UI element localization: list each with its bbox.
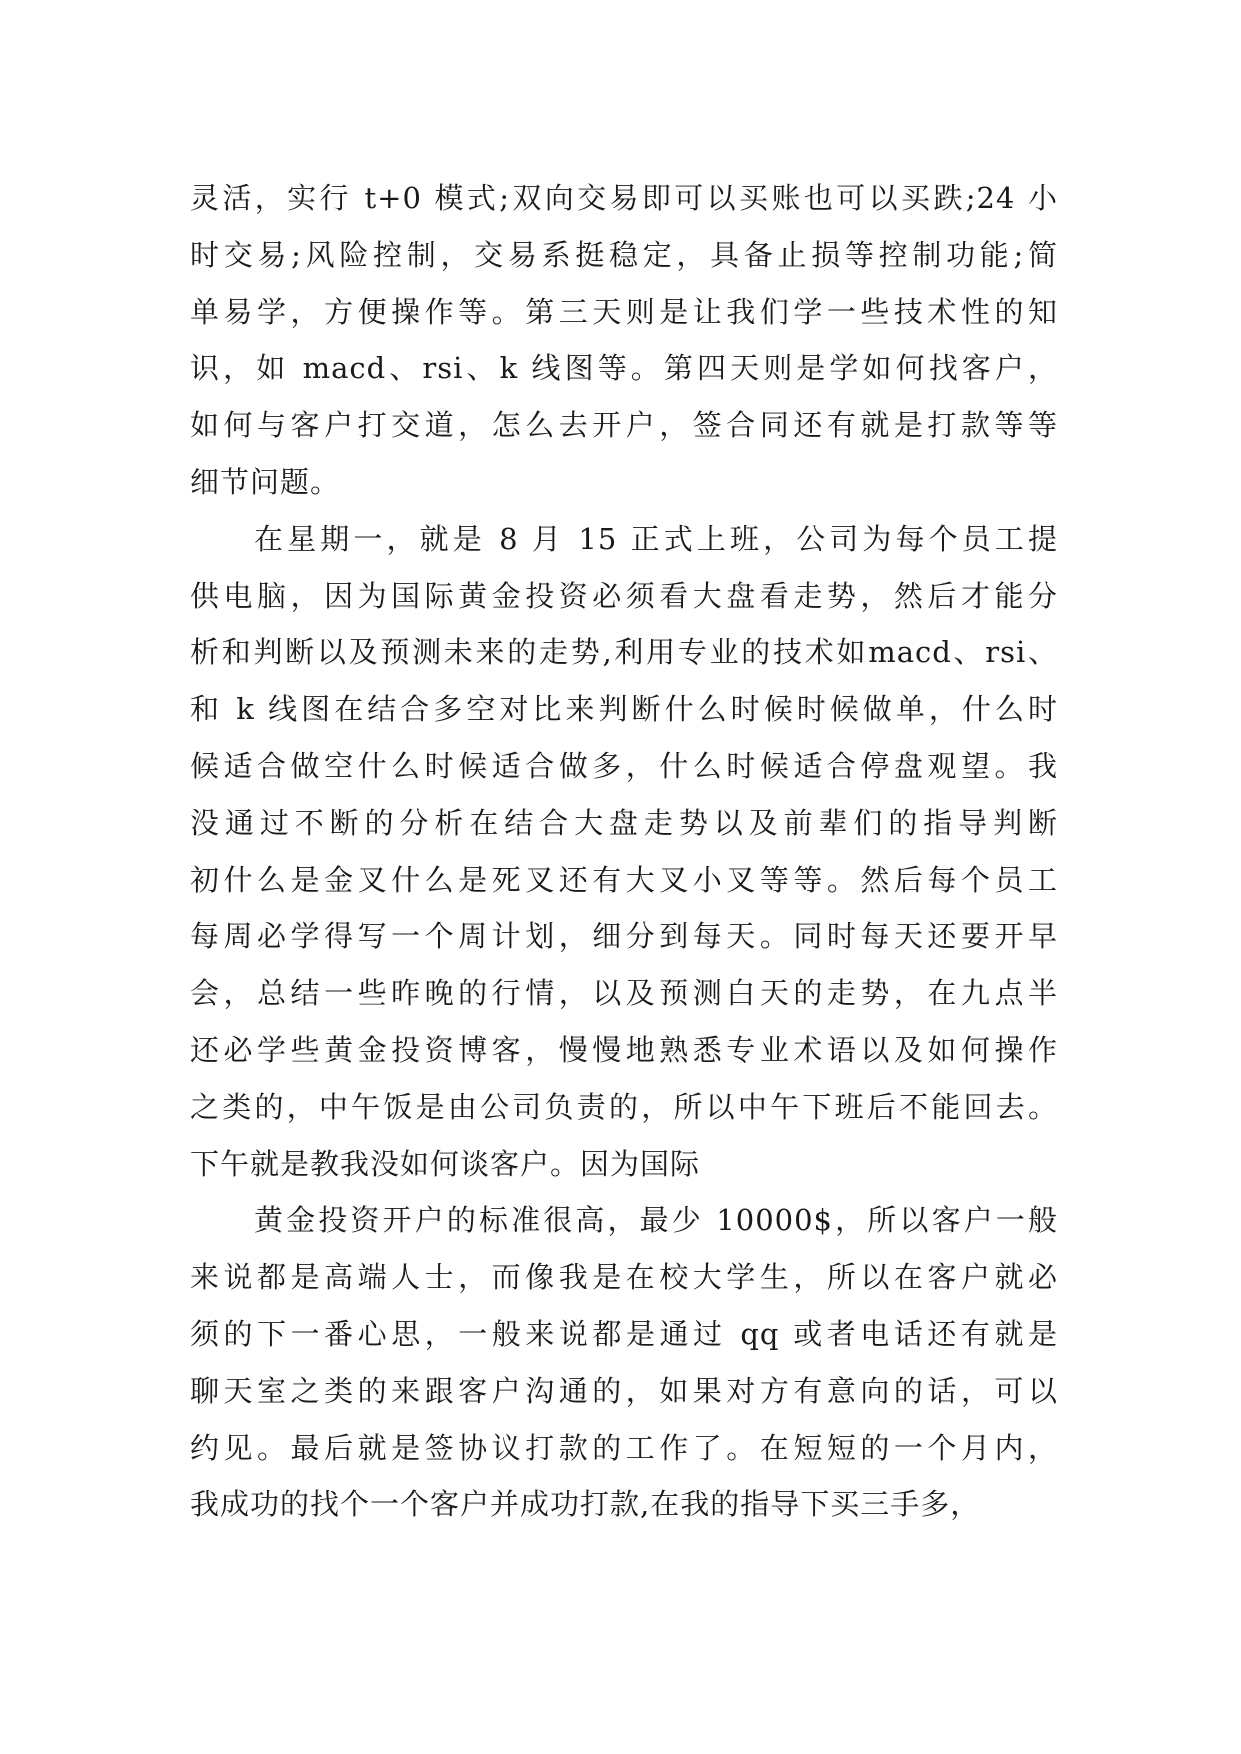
paragraph-3-line-3: 须的下一番心思，一般来说都是通过 qq 或者电话还有就是 bbox=[190, 1316, 1058, 1351]
paragraph-2-line-11: 之类的，中午饭是由公司负责的，所以中午下班后不能回去。 bbox=[190, 1089, 1058, 1124]
paragraph-2-line-12: 下午就是教我没如何谈客户。因为国际 bbox=[190, 1146, 701, 1181]
paragraph-3-line-4: 聊天室之类的来跟客户沟通的，如果对方有意向的话，可以 bbox=[190, 1373, 1058, 1408]
paragraph-2-line-9: 会，总结一些昨晚的行情，以及预测白天的走势，在九点半 bbox=[190, 976, 1058, 1011]
paragraph-2-line-3: 析和判断以及预测未来的走势,利用专业的技术如macd、rsi、 bbox=[190, 635, 1058, 670]
paragraph-1-line-3: 单易学，方便操作等。第三天则是让我们学一些技术性的知 bbox=[190, 294, 1058, 329]
paragraph-2-line-1: 在星期一，就是 8 月 15 正式上班，公司为每个员工提 bbox=[254, 521, 1058, 556]
paragraph-2-line-2: 供电脑，因为国际黄金投资必须看大盘看走势，然后才能分 bbox=[190, 578, 1058, 613]
paragraph-1-line-1: 灵活，实行 t+0 模式;双向交易即可以买账也可以买跌;24 小 bbox=[190, 181, 1058, 215]
paragraph-3-line-2: 来说都是高端人士，而像我是在校大学生，所以在客户就必 bbox=[190, 1260, 1058, 1295]
paragraph-2-line-4: 和 k 线图在结合多空对比来判断什么时候时候做单，什么时 bbox=[190, 692, 1058, 727]
paragraph-2-line-7: 初什么是金叉什么是死叉还有大叉小叉等等。然后每个员工 bbox=[190, 862, 1058, 897]
paragraph-1-line-6: 细节问题。 bbox=[190, 464, 341, 499]
paragraph-3-line-1: 黄金投资开户的标准很高，最少 10000$，所以客户一般 bbox=[254, 1203, 1058, 1238]
paragraph-2-line-8: 每周必学得写一个周计划，细分到每天。同时每天还要开早 bbox=[190, 919, 1058, 954]
paragraph-1-line-2: 时交易;风险控制，交易系挺稳定，具备止损等控制功能;简 bbox=[190, 237, 1058, 272]
paragraph-1-line-4: 识，如 macd、rsi、k 线图等。第四天则是学如何找客户， bbox=[190, 351, 1058, 386]
paragraph-1-line-5: 如何与客户打交道，怎么去开户，签合同还有就是打款等等 bbox=[190, 408, 1058, 443]
paragraph-2-line-10: 还必学些黄金投资博客，慢慢地熟悉专业术语以及如何操作 bbox=[190, 1032, 1058, 1067]
paragraph-3-line-6: 我成功的找个一个客户并成功打款,在我的指导下买三手多， bbox=[190, 1487, 981, 1522]
paragraph-2-line-5: 候适合做空什么时候适合做多，什么时候适合停盘观望。我 bbox=[190, 748, 1058, 783]
document-body bbox=[190, 170, 1058, 1533]
paragraph-3-line-5: 约见。最后就是签协议打款的工作了。在短短的一个月内， bbox=[190, 1430, 1058, 1465]
paragraph-2-line-6: 没通过不断的分析在结合大盘走势以及前辈们的指导判断 bbox=[190, 805, 1058, 840]
